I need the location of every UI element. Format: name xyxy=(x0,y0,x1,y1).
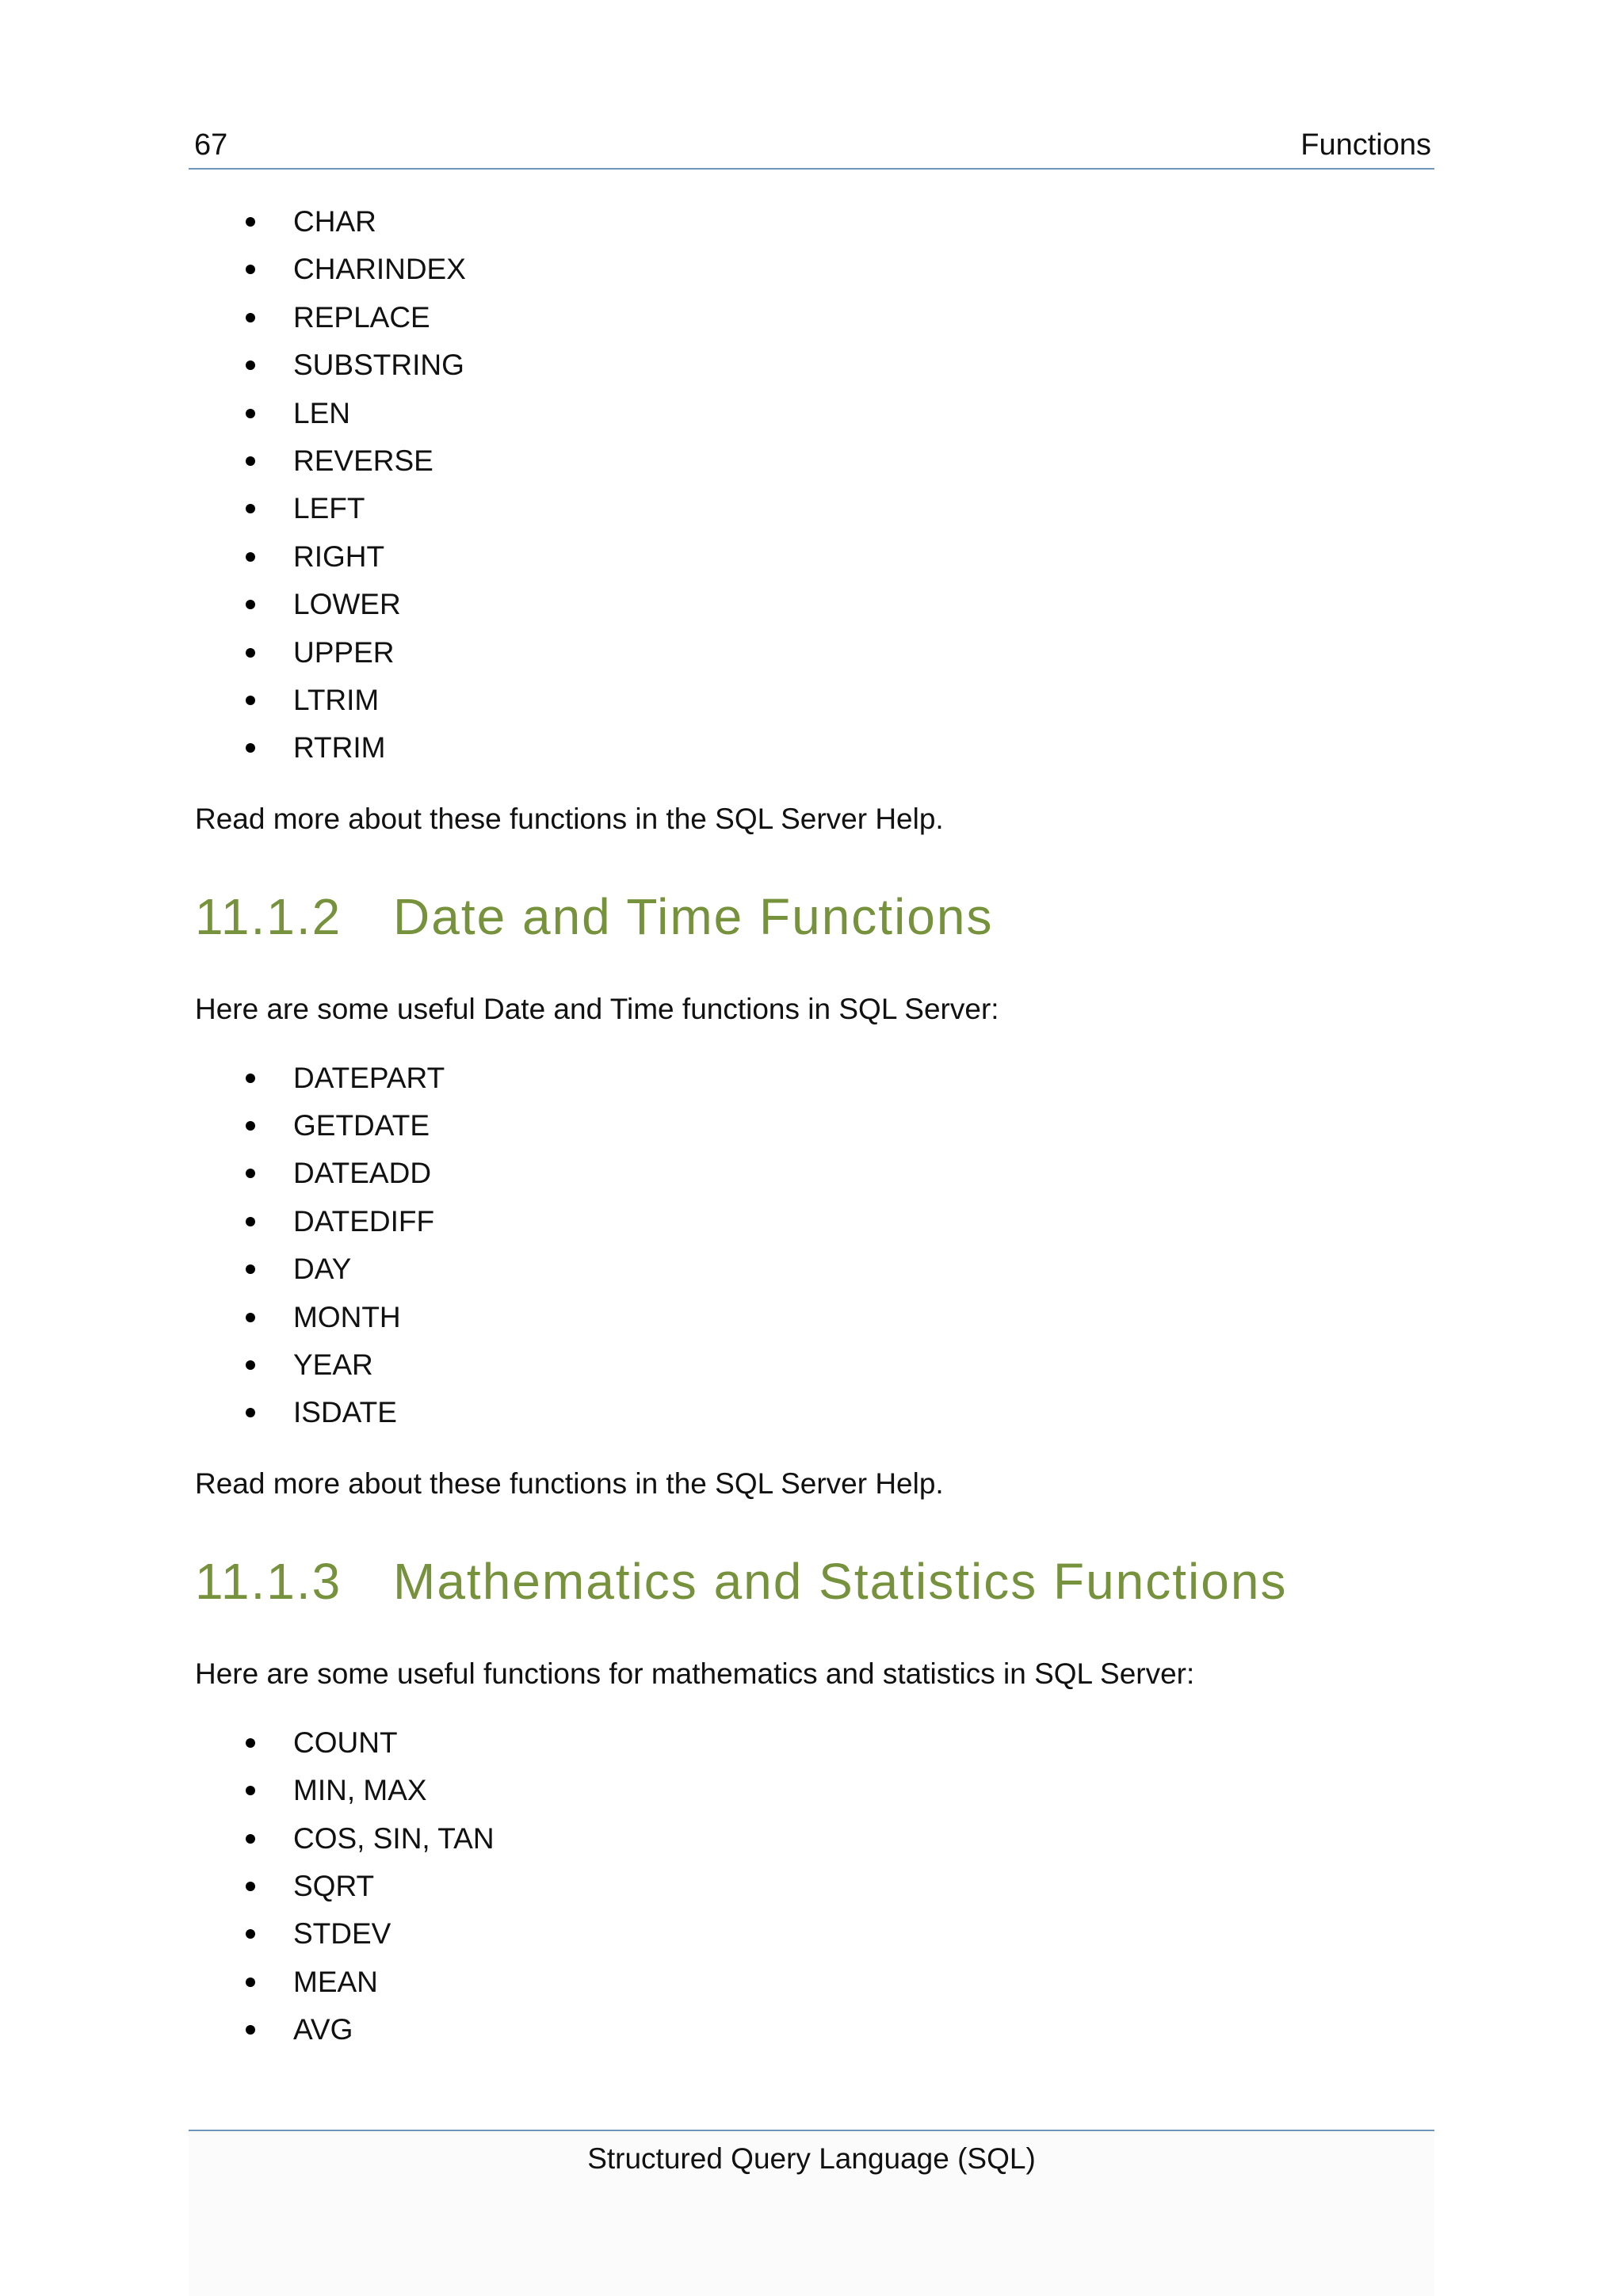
list-item xyxy=(195,1198,1431,1245)
bullet-icon xyxy=(246,600,255,609)
list-item xyxy=(195,1294,1431,1341)
list-item xyxy=(195,1055,1431,1102)
bullet-icon xyxy=(246,1978,255,1987)
page-footer: Structured Query Language (SQL) xyxy=(587,2142,1036,2175)
section-heading-date-time xyxy=(195,885,1431,948)
list-item-label: CHAR xyxy=(293,205,376,238)
list-item-label: DATEADD xyxy=(293,1157,432,1190)
list-item xyxy=(195,533,1431,581)
list-item xyxy=(195,1910,1431,1958)
bullet-icon xyxy=(246,1408,255,1417)
bullet-icon xyxy=(246,1074,255,1083)
bullet-icon xyxy=(246,504,255,513)
list-item-label: RTRIM xyxy=(293,731,386,765)
list-item-label: GETDATE xyxy=(293,1109,430,1142)
section-number: 11.1.3 xyxy=(195,1552,342,1610)
bullet-icon xyxy=(246,313,255,322)
bullet-icon xyxy=(246,360,255,370)
list-item xyxy=(195,1767,1431,1814)
list-item-label: COS, SIN, TAN xyxy=(293,1821,495,1855)
bullet-icon xyxy=(246,1217,255,1226)
list-item xyxy=(195,437,1431,485)
page-header xyxy=(189,120,1434,170)
footer-rule xyxy=(189,2130,1434,2131)
list-item-label: ISDATE xyxy=(293,1396,397,1429)
list-item xyxy=(195,1719,1431,1767)
list-item-label: MEAN xyxy=(293,1965,378,1998)
read-more-text: Read more about these functions in the SQL Server Help. xyxy=(195,1466,944,1500)
list-item-label: MIN, MAX xyxy=(293,1774,427,1807)
list-item xyxy=(195,1341,1431,1389)
list-item xyxy=(195,198,1431,246)
list-item-label: AVG xyxy=(293,2013,353,2046)
list-item xyxy=(195,485,1431,532)
list-item xyxy=(195,581,1431,628)
bullet-icon xyxy=(246,1882,255,1891)
bullet-icon xyxy=(246,1313,255,1322)
bullet-icon xyxy=(246,1121,255,1131)
bullet-icon xyxy=(246,1929,255,1939)
list-item xyxy=(195,724,1431,772)
list-item-label: REPLACE xyxy=(293,300,430,334)
bullet-icon xyxy=(246,409,255,418)
section-title: Date and Time Functions xyxy=(393,887,994,945)
list-item-label: SUBSTRING xyxy=(293,349,464,382)
section-heading-math-stats xyxy=(195,1550,1431,1613)
list-item xyxy=(195,1102,1431,1150)
chapter-title: Functions xyxy=(1300,128,1431,162)
section-intro: Here are some useful functions for mathematics and statistics in SQL Server: xyxy=(195,1657,1195,1690)
list-item-label: YEAR xyxy=(293,1348,373,1382)
bullet-icon xyxy=(246,552,255,562)
bullet-icon xyxy=(246,1786,255,1795)
list-item-label: SQRT xyxy=(293,1869,375,1902)
bullet-icon xyxy=(246,1264,255,1274)
list-item xyxy=(195,246,1431,293)
list-item-label: LOWER xyxy=(293,588,401,621)
bullet-icon xyxy=(246,1360,255,1370)
list-item xyxy=(195,1150,1431,1197)
list-item-label: DATEDIFF xyxy=(293,1204,435,1238)
list-item-label: LTRIM xyxy=(293,683,380,716)
section-number: 11.1.2 xyxy=(195,887,342,945)
bullet-icon xyxy=(246,696,255,705)
list-item xyxy=(195,1863,1431,1910)
read-more-text: Read more about these functions in the SQL Server Help. xyxy=(195,802,944,835)
list-item-label: COUNT xyxy=(293,1726,398,1759)
list-item-label: MONTH xyxy=(293,1300,401,1333)
date-time-functions-list xyxy=(195,1055,1431,1437)
bullet-icon xyxy=(246,1834,255,1844)
list-item-label: DATEPART xyxy=(293,1061,445,1094)
bullet-icon xyxy=(246,2025,255,2035)
list-item-label: REVERSE xyxy=(293,444,433,477)
list-item xyxy=(195,1389,1431,1436)
list-item-label: LEFT xyxy=(293,492,365,525)
bullet-icon xyxy=(246,217,255,227)
section-title: Mathematics and Statistics Functions xyxy=(393,1552,1288,1610)
list-item xyxy=(195,341,1431,389)
list-item-label: UPPER xyxy=(293,635,395,669)
string-functions-list xyxy=(195,198,1431,772)
list-item xyxy=(195,294,1431,341)
bullet-icon xyxy=(246,456,255,466)
bullet-icon xyxy=(246,1738,255,1748)
list-item-label: RIGHT xyxy=(293,540,385,573)
bullet-icon xyxy=(246,1169,255,1178)
math-stats-functions-list xyxy=(195,1719,1431,2054)
list-item xyxy=(195,2006,1431,2054)
list-item xyxy=(195,1815,1431,1863)
bullet-icon xyxy=(246,743,255,753)
list-item xyxy=(195,1958,1431,2006)
list-item-label: STDEV xyxy=(293,1917,391,1951)
list-item xyxy=(195,390,1431,437)
page-number: 67 xyxy=(194,128,228,162)
list-item xyxy=(195,677,1431,724)
list-item-label: DAY xyxy=(293,1253,352,1286)
list-item-label: LEN xyxy=(293,396,350,429)
page-content xyxy=(195,198,1431,2054)
bullet-icon xyxy=(246,265,255,274)
bullet-icon xyxy=(246,648,255,658)
list-item xyxy=(195,1245,1431,1293)
list-item xyxy=(195,629,1431,677)
list-item-label: CHARINDEX xyxy=(293,253,466,286)
section-intro: Here are some useful Date and Time functions in SQL Server: xyxy=(195,992,999,1025)
